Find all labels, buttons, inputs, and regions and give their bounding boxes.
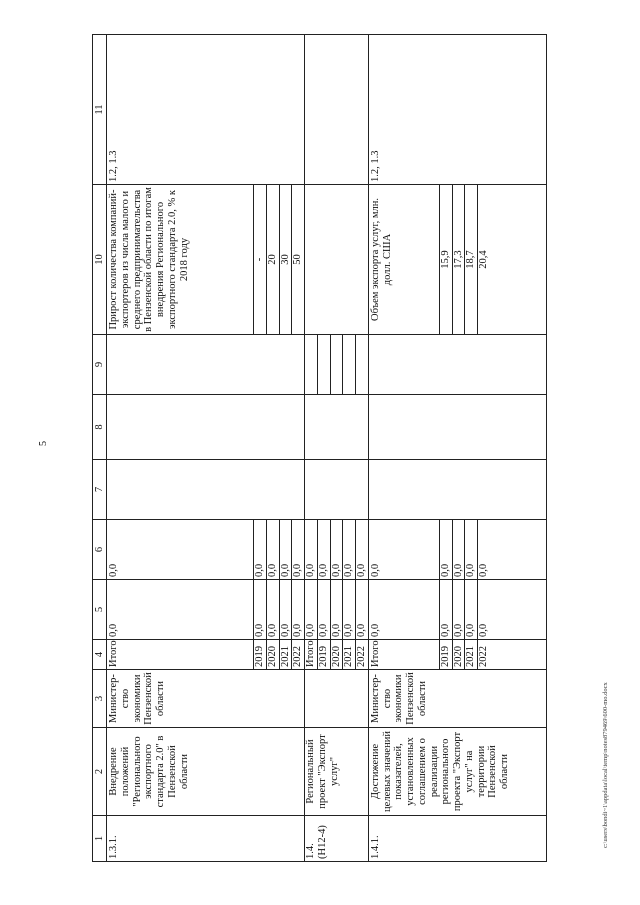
measure-name: Внедрение положений "Регионального экспортного стандарта 2.0" в Пензенской области xyxy=(107,728,305,816)
measure-name: Достижение целевых значений показателей, установленных соглашением о реализации регионального проекта "Экспорт услуг" на территории Пензенской области xyxy=(368,728,546,816)
indicator-value: 20 xyxy=(266,185,279,335)
year-cell: 2019 xyxy=(254,640,267,670)
value-cell: 0,0 xyxy=(279,580,292,640)
value-cell: 0,0 xyxy=(343,580,356,640)
year-cell: 2022 xyxy=(292,640,305,670)
year-cell: 2021 xyxy=(465,640,478,670)
indicator-value: 15,9 xyxy=(439,185,452,335)
total-label: Итого xyxy=(107,640,254,670)
value-cell: 0,0 xyxy=(305,520,318,580)
value-cell: 0,0 xyxy=(368,580,439,640)
value-cell: 0,0 xyxy=(266,520,279,580)
indicator-value: 18,7 xyxy=(465,185,478,335)
executor: Министер-ство экономики Пензенской области xyxy=(368,670,546,728)
value-cell: 0,0 xyxy=(452,520,465,580)
row-number: 1.4. (Н12-4) xyxy=(305,816,369,862)
total-label: Итого xyxy=(305,640,318,670)
references: 1.2, 1.3 xyxy=(368,35,546,185)
value-cell: 0,0 xyxy=(478,520,547,580)
indicator-name: Прирост количества компаний-экспортеров из числа малого и среднего предпринимательства в Пензенской области по итогам внедрения Регионального экспортного стандарта 2.0, % к 2018 году xyxy=(107,185,254,335)
row-number: 1.3.1. xyxy=(107,816,305,862)
year-cell: 2019 xyxy=(439,640,452,670)
file-path-footer: c:\users\bondi~1\appdata\local\temp\notes879469\600-mo.docx xyxy=(602,682,609,848)
header-cell: 9 xyxy=(93,335,107,395)
value-cell: 0,0 xyxy=(330,580,343,640)
year-cell: 2022 xyxy=(356,640,369,670)
value-cell: 0,0 xyxy=(254,580,267,640)
year-cell: 2020 xyxy=(452,640,465,670)
header-cell: 1 xyxy=(93,816,107,862)
value-cell: 0,0 xyxy=(254,520,267,580)
header-cell: 7 xyxy=(93,460,107,520)
table-row xyxy=(368,35,439,862)
value-cell: 0,0 xyxy=(368,520,439,580)
header-cell: 10 xyxy=(93,185,107,335)
project-name: Региональный проект "Экспорт услуг" xyxy=(305,728,369,816)
indicator-value: 50 xyxy=(292,185,305,335)
header-cell: 6 xyxy=(93,520,107,580)
value-cell: 0,0 xyxy=(279,520,292,580)
total-label: Итого xyxy=(368,640,439,670)
value-cell: 0,0 xyxy=(343,520,356,580)
value-cell: 0,0 xyxy=(292,580,305,640)
value-cell: 0,0 xyxy=(465,580,478,640)
references: 1.2, 1.3 xyxy=(107,35,305,185)
value-cell: 0,0 xyxy=(478,580,547,640)
year-cell: 2021 xyxy=(279,640,292,670)
year-cell: 2021 xyxy=(343,640,356,670)
indicator-value: 30 xyxy=(279,185,292,335)
indicator-value: 17,3 xyxy=(452,185,465,335)
header-row xyxy=(93,35,107,862)
header-cell: 4 xyxy=(93,640,107,670)
program-table xyxy=(92,35,584,862)
table-row xyxy=(305,35,318,862)
indicator-value: 20,4 xyxy=(478,185,547,335)
header-cell: 3 xyxy=(93,670,107,728)
value-cell: 0,0 xyxy=(317,520,330,580)
value-cell: 0,0 xyxy=(305,580,318,640)
value-cell: 0,0 xyxy=(465,520,478,580)
header-cell: 11 xyxy=(93,35,107,185)
table-row xyxy=(107,35,254,862)
header-cell: 8 xyxy=(93,395,107,460)
value-cell: 0,0 xyxy=(107,580,254,640)
value-cell: 0,0 xyxy=(439,580,452,640)
value-cell: 0,0 xyxy=(452,580,465,640)
value-cell: 0,0 xyxy=(330,520,343,580)
header-cell: 2 xyxy=(93,728,107,816)
value-cell: 0,0 xyxy=(439,520,452,580)
page-number: 5 xyxy=(38,441,49,446)
year-cell: 2020 xyxy=(330,640,343,670)
value-cell: 0,0 xyxy=(107,520,254,580)
value-cell: 0,0 xyxy=(356,520,369,580)
year-cell: 2020 xyxy=(266,640,279,670)
value-cell: 0,0 xyxy=(356,580,369,640)
row-number: 1.4.1. xyxy=(368,816,546,862)
year-cell: 2022 xyxy=(478,640,547,670)
indicator-name: Объем экспорта услуг, млн. долл. США xyxy=(368,185,439,335)
header-cell: 5 xyxy=(93,580,107,640)
value-cell: 0,0 xyxy=(317,580,330,640)
value-cell: 0,0 xyxy=(292,520,305,580)
year-cell: 2019 xyxy=(317,640,330,670)
executor: Министер-ство экономики Пензенской области xyxy=(107,670,305,728)
value-cell: 0,0 xyxy=(266,580,279,640)
indicator-value: - xyxy=(254,185,267,335)
